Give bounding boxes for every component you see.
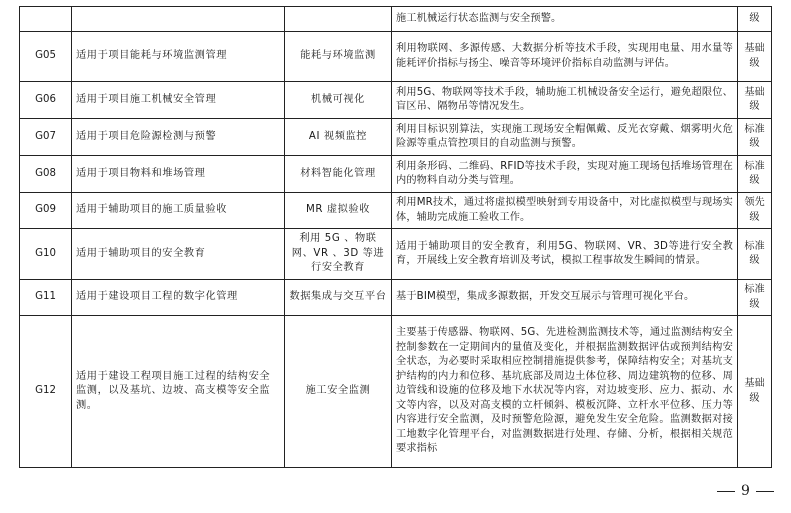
row-name: 利用 5G 、物联网、VR 、3D 等进行安全教育 [285, 229, 392, 280]
row-function: 利用MR技术，通过将虚拟模型映射到专用设备中，对比虚拟模型与现场实体，辅助完成施工验收工作。 [392, 193, 738, 229]
row-code: G11 [20, 280, 72, 316]
row-scene [72, 7, 285, 32]
table-row [20, 82, 772, 119]
row-function: 施工机械运行状态监测与安全预警。 [392, 7, 738, 32]
page-number: 9 [741, 483, 750, 499]
table-row [20, 193, 772, 229]
row-name: 能耗与环境监测 [285, 32, 392, 82]
page-number-dash-right [756, 491, 774, 492]
row-function: 适用于辅助项目的安全教育，利用5G、物联网、VR、3D等进行安全教育，开展线上安全教育培训及考试，模拟工程事故发生瞬间的情景。 [392, 229, 738, 280]
row-name: 施工安全监测 [285, 316, 392, 468]
row-scene: 适用于建设项目工程的数字化管理 [72, 280, 285, 316]
row-function: 利用物联网、多源传感、大数据分析等技术手段，实现用电量、用水量等能耗评价指标与扬尘、噪音等环境评价指标自动监测与评估。 [392, 32, 738, 82]
row-scene: 适用于辅助项目的安全教育 [72, 229, 285, 280]
row-scene: 适用于项目危险源检测与预警 [72, 119, 285, 156]
row-code [20, 7, 72, 32]
row-name: AI 视频监控 [285, 119, 392, 156]
row-level: 基础级 [738, 316, 772, 468]
row-function: 利用条形码、二维码、RFID等技术手段，实现对施工现场包括堆场管理在内的物料自动分类与管理。 [392, 156, 738, 193]
table-row [20, 316, 772, 468]
row-function: 利用5G、物联网等技术手段，辅助施工机械设备安全运行，避免超限位、盲区吊、隔物吊等情况发生。 [392, 82, 738, 119]
row-scene: 适用于辅助项目的施工质量验收 [72, 193, 285, 229]
row-code: G10 [20, 229, 72, 280]
standards-table [19, 6, 772, 468]
row-level: 标准级 [738, 280, 772, 316]
row-scene: 适用于项目施工机械安全管理 [72, 82, 285, 119]
row-code: G08 [20, 156, 72, 193]
row-name [285, 7, 392, 32]
row-name: 材料智能化管理 [285, 156, 392, 193]
table-row [20, 7, 772, 32]
row-name: MR 虚拟验收 [285, 193, 392, 229]
row-level: 基础级 [738, 82, 772, 119]
table-row [20, 156, 772, 193]
row-level: 标准级 [738, 156, 772, 193]
row-function: 利用目标识别算法，实现施工现场安全帽佩戴、反光衣穿戴、烟雾明火危险源等重点管控项目的自动监测与预警。 [392, 119, 738, 156]
table-row [20, 229, 772, 280]
row-level: 领先级 [738, 193, 772, 229]
row-level: 基础级 [738, 32, 772, 82]
row-function: 基于BIM模型，集成多源数据，开发交互展示与管理可视化平台。 [392, 280, 738, 316]
row-level: 标准级 [738, 119, 772, 156]
row-scene: 适用于项目能耗与环境监测管理 [72, 32, 285, 82]
row-name: 数据集成与交互平台 [285, 280, 392, 316]
page-number-dash-left [717, 491, 735, 492]
table-row [20, 119, 772, 156]
row-code: G07 [20, 119, 72, 156]
table-row [20, 32, 772, 82]
row-scene: 适用于建设工程项目施工过程的结构安全监测，以及基坑、边坡、高支模等安全监测。 [72, 316, 285, 468]
row-level: 级 [738, 7, 772, 32]
row-scene: 适用于项目物料和堆场管理 [72, 156, 285, 193]
row-function: 主要基于传感器、物联网、5G、先进检测监测技术等，通过监测结构安全控制参数在一定期间内的量值及变化，并根据监测数据评估或预判结构安全状态，为必要时采取相应控制措施提供参考，保障结构安全；对基坑支护结构的内力和位移、基坑底部及周边土体位移、周边建筑物的位移、周边管线和设施的位移及地下水状况等内容，对边坡变形、应力、振动、水文等内容，以及对高支模的立杆倾斜、模板沉降、立杆水平位移、压力等内容进行安全监测，及时预警危险源，避免发生安全危险。监测数据对接工地数字化管理平台，对监测数据进行处理、存储、分析，根据相关规范要求指标 [392, 316, 738, 468]
row-code: G12 [20, 316, 72, 468]
row-code: G06 [20, 82, 72, 119]
row-code: G09 [20, 193, 72, 229]
table-row [20, 280, 772, 316]
row-level: 标准级 [738, 229, 772, 280]
row-code: G05 [20, 32, 72, 82]
row-name: 机械可视化 [285, 82, 392, 119]
